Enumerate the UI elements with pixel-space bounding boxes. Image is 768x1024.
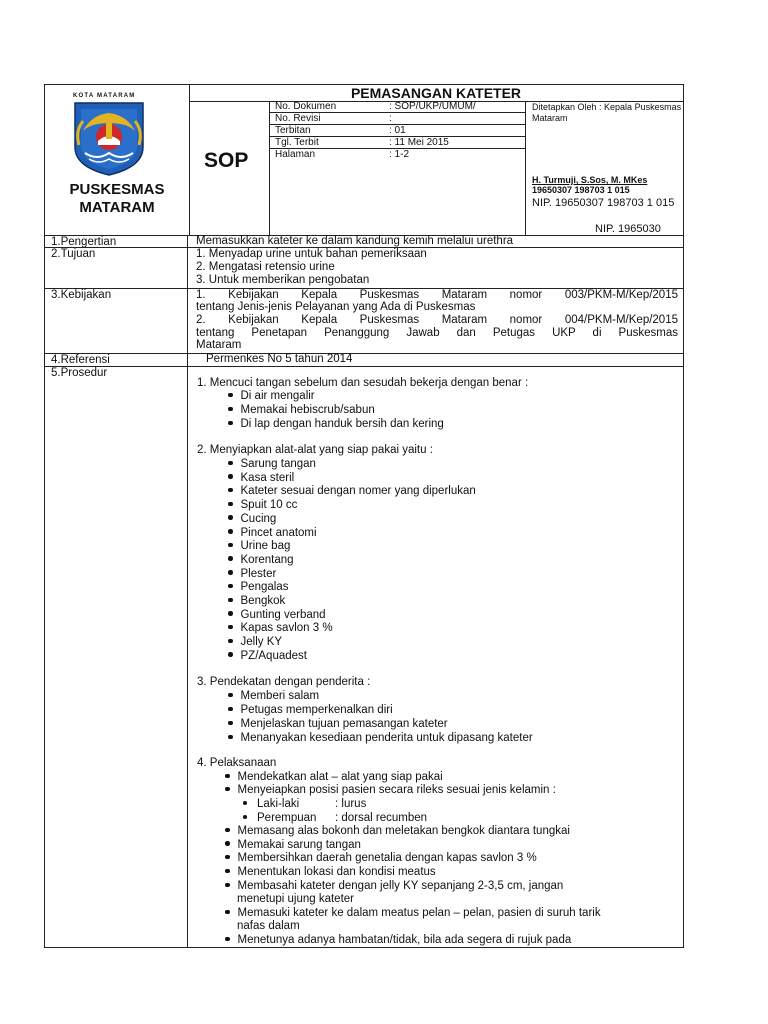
document-title: PEMASANGAN KATETER <box>189 85 683 102</box>
bullet-icon <box>228 639 233 644</box>
row-label: 4.Referensi <box>45 354 188 366</box>
bullet-icon <box>228 461 233 466</box>
kebijakan-line: Mataram <box>196 339 242 351</box>
step-item-text: Sarung tangan <box>240 458 316 470</box>
bullet-icon <box>225 774 230 779</box>
kota-mataram-crest-icon <box>71 101 147 177</box>
meta-key: Tgl. Terbit <box>275 137 319 148</box>
bullet-icon <box>228 625 233 630</box>
bullet-icon <box>228 529 233 534</box>
step-item-text: Petugas memperkenalkan diri <box>240 704 393 716</box>
org-name-line1: PUSKESMAS <box>69 181 165 198</box>
step-item <box>228 704 393 718</box>
bullet-icon <box>225 869 230 874</box>
pengertian-text: Memasukkan kateter ke dalam kandung kemih melalui urethra <box>196 235 514 247</box>
step-item-text: Pengalas <box>240 581 289 594</box>
row-label: 3.Kebijakan <box>45 289 188 353</box>
step-item <box>228 540 290 554</box>
bullet-icon <box>228 570 233 575</box>
row-tujuan <box>45 248 683 289</box>
bullet-icon <box>228 707 233 712</box>
step-item <box>228 527 317 541</box>
bullet-icon <box>228 502 233 507</box>
step-item-text: Gunting verband <box>240 608 326 621</box>
step-item <box>228 718 448 732</box>
step-item-text: PZ/Aquadest <box>240 649 307 662</box>
org-block <box>45 85 189 235</box>
meta-key: No. Revisi <box>275 113 321 124</box>
kebijakan-line: 1. Kebijakan Kepala Puskesmas Mataram nomor 003/PKM-M/Kep/2015 <box>196 289 678 301</box>
step-item-text: Memasuki kateter ke dalam meatus pelan – pelan, pasien di suruh tarik <box>237 907 601 919</box>
step-item <box>228 650 307 664</box>
step-item-text: Memakai hebiscrub/sabun <box>240 404 375 416</box>
step-item <box>228 732 533 746</box>
meta-key: No. Dokumen <box>275 101 337 112</box>
step-item-text: Menetunya adanya hambatan/tidak, bila ada segera di rujuk pada <box>237 934 572 946</box>
tujuan-item: 1. Menyadap urine untuk bahan pemeriksaan <box>196 248 427 260</box>
step-item <box>228 485 476 499</box>
sop-label: SOP <box>204 149 249 172</box>
meta-value: : 11 Mei 2015 <box>389 137 449 148</box>
step-item-text: Menentukan lokasi dan kondisi meatus <box>237 866 436 879</box>
bullet-icon <box>228 556 233 561</box>
bullet-icon <box>225 910 230 915</box>
row-label: 2.Tujuan <box>45 248 188 288</box>
document-meta <box>269 101 526 235</box>
step-item-text: Membersihkan daerah genetalia dengan kapas savlon 3 % <box>237 852 537 865</box>
step-item <box>228 499 297 513</box>
bullet-icon <box>228 393 233 398</box>
approver-nip-short: NIP. 1965030 <box>595 223 661 235</box>
bullet-icon <box>228 421 233 426</box>
approval-statement: Ditetapkan Oleh : Kepala Puskesmas Mataram <box>532 102 682 123</box>
step-item-text: Plester <box>240 567 277 580</box>
approver-nip-small: 19650307 198703 1 015 <box>532 185 630 195</box>
sop-cell <box>189 101 270 235</box>
step-title: 4. Pelaksanaan <box>197 757 277 769</box>
step-item <box>228 595 285 609</box>
tujuan-item: 2. Mengatasi retensio urine <box>196 261 335 273</box>
row-referensi <box>45 354 683 367</box>
step-item <box>225 880 678 894</box>
meta-key: Halaman <box>275 149 316 160</box>
meta-value: : SOP/UKP/UMUM/ <box>389 101 476 112</box>
step-item <box>225 839 361 853</box>
bullet-icon <box>225 855 230 860</box>
step-item-text: Kapas savlon 3 % <box>240 622 333 635</box>
step-item-text: Kasa steril <box>240 471 295 484</box>
step-title: 2. Menyiapkan alat-alat yang siap pakai yaitu : <box>197 444 433 456</box>
sop-table <box>44 236 684 948</box>
step-item-text: Di lap dengan handuk bersih dan kering <box>240 418 444 430</box>
bullet-icon <box>228 474 233 479</box>
step-title: 3. Pendekatan dengan penderita : <box>197 676 371 688</box>
bullet-icon <box>228 407 233 412</box>
step-item <box>228 554 294 568</box>
row-prosedur <box>45 367 683 947</box>
kebijakan-line: 2. Kebijakan Kepala Puskesmas Mataram nomor 004/PKM-M/Kep/2015 <box>196 314 678 326</box>
sub-item-value: : dorsal recumben <box>335 812 428 824</box>
meta-row <box>269 101 525 113</box>
step-item <box>225 825 570 839</box>
approver-nip: NIP. 19650307 198703 1 015 <box>532 197 675 209</box>
logo-caption: KOTA MATARAM <box>73 93 136 99</box>
bullet-icon <box>228 611 233 616</box>
bullet-icon <box>243 815 247 819</box>
meta-key: Terbitan <box>275 125 311 136</box>
step-item <box>225 852 537 866</box>
meta-value: : 01 <box>389 125 406 136</box>
step-item-cont: menetupi ujung kateter <box>237 893 354 905</box>
step-item <box>225 771 443 785</box>
step-item <box>228 690 319 704</box>
kebijakan-line: tentang Penetapan Penanggung Jawab dan Petugas UKP di Puskesmas <box>196 327 678 339</box>
org-name-line2: MATARAM <box>79 199 155 216</box>
sub-item-text: Laki-laki <box>257 798 300 810</box>
step-item <box>228 568 276 582</box>
step-item <box>225 907 601 921</box>
step-title: 1. Mencuci tangan sebelum dan sesudah bekerja dengan benar : <box>197 377 529 389</box>
meta-row <box>269 125 525 137</box>
bullet-icon <box>228 515 233 520</box>
step-item-text: Memakai sarung tangan <box>237 838 361 851</box>
step-item-text: Kateter sesuai dengan nomer yang diperlukan <box>240 485 476 498</box>
approver-name: H. Turmuji, S.Sos, M. MKes <box>532 175 648 185</box>
step-item <box>228 609 326 623</box>
step-item-text: Bengkok <box>240 595 286 607</box>
approval-block <box>525 101 683 235</box>
bullet-icon <box>243 801 247 805</box>
sub-item-text: Perempuan <box>257 812 317 824</box>
step-item-text: Korentang <box>240 553 294 566</box>
step-item <box>228 418 444 432</box>
step-item-text: Mendekatkan alat – alat yang siap pakai <box>237 771 443 783</box>
sub-item <box>243 812 316 826</box>
bullet-icon <box>228 721 233 726</box>
step-item-text: Urine bag <box>240 540 291 553</box>
row-pengertian <box>45 236 683 248</box>
bullet-icon <box>228 543 233 548</box>
bullet-icon <box>228 693 233 698</box>
step-item <box>228 390 315 404</box>
sub-item <box>243 798 299 812</box>
step-item-text: Memasang alas bokonh dan meletakan bengkok diantara tungkai <box>237 825 570 837</box>
logo-cell <box>45 85 190 235</box>
step-item-text: Menyeiapkan posisi pasien secara rileks sesuai jenis kelamin : <box>237 784 556 796</box>
step-item <box>228 472 294 486</box>
step-item <box>228 404 375 418</box>
bullet-icon <box>228 652 233 657</box>
row-kebijakan <box>45 289 683 354</box>
step-item <box>228 636 282 650</box>
step-item-text: Memberi salam <box>240 690 320 702</box>
meta-row <box>269 149 525 160</box>
bullet-icon <box>225 787 230 792</box>
row-label: 5.Prosedur <box>45 367 188 947</box>
step-item <box>225 866 436 880</box>
step-item <box>228 622 333 636</box>
bullet-icon <box>225 828 230 833</box>
step-item-text: Spuit 10 cc <box>240 499 298 512</box>
step-item <box>228 458 316 472</box>
sub-item-value: : lurus <box>335 798 367 810</box>
step-item-text: Cucing <box>240 512 277 525</box>
tujuan-item: 3. Untuk memberikan pengobatan <box>196 274 370 286</box>
meta-value: : <box>389 113 392 124</box>
bullet-icon <box>228 735 233 740</box>
row-label: 1.Pengertian <box>45 236 188 247</box>
kebijakan-line: tentang Jenis-jenis Pelayanan yang Ada di Puskesmas <box>196 301 476 313</box>
bullet-icon <box>228 584 233 589</box>
sop-header <box>44 84 684 236</box>
meta-row <box>269 137 525 149</box>
meta-row <box>269 113 525 125</box>
step-item-text: Pincet anatomi <box>240 526 317 539</box>
step-item-text: Jelly KY <box>240 636 283 649</box>
step-item-text: Menanyakan kesediaan penderita untuk dipasang kateter <box>240 732 533 744</box>
step-item-cont: nafas dalam <box>237 920 300 932</box>
referensi-text: Permenkes No 5 tahun 2014 <box>206 353 353 365</box>
step-item <box>228 581 288 595</box>
bullet-icon <box>225 883 230 888</box>
step-item <box>225 784 556 798</box>
bullet-icon <box>228 488 233 493</box>
step-item-text: Di air mengalir <box>240 390 315 402</box>
bullet-icon <box>228 598 233 603</box>
meta-value: : 1-2 <box>389 149 410 160</box>
step-item <box>225 934 571 948</box>
step-item-text: Membasahi kateter dengan jelly KY sepanjang 2-3,5 cm, jangan <box>237 880 564 892</box>
step-item <box>228 513 276 527</box>
bullet-icon <box>225 937 230 942</box>
bullet-icon <box>225 841 230 846</box>
step-item-text: Menjelaskan tujuan pemasangan kateter <box>240 718 448 730</box>
